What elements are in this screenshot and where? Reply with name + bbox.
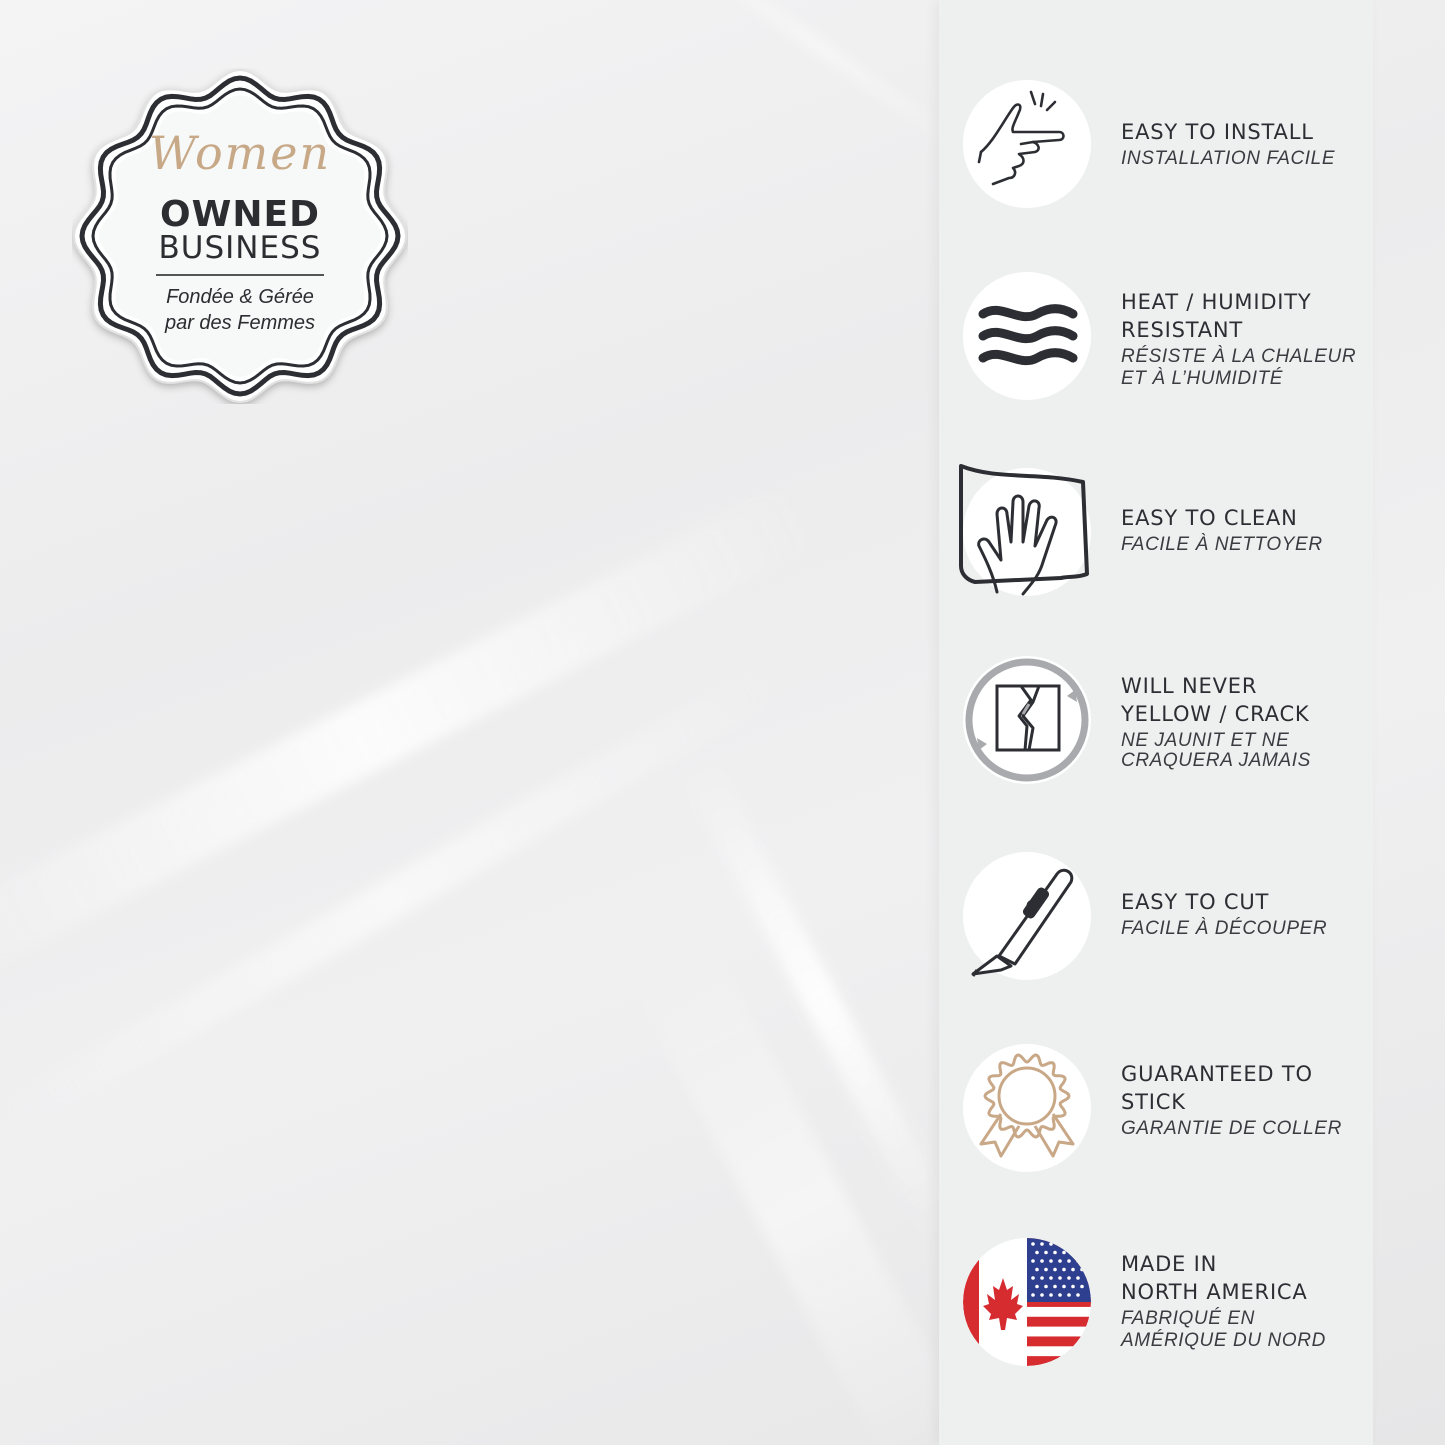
icon-badge: [963, 656, 1091, 784]
feature-french-line: NE JAUNIT ET NE: [1121, 730, 1290, 751]
canada-usa-flag-icon: [963, 1238, 1091, 1366]
badge-owned-text: OWNED: [160, 194, 320, 235]
flag-star: [1071, 1251, 1075, 1255]
badge-divider: [156, 274, 324, 276]
finger-snap-icon: [963, 80, 1091, 208]
icon-badge: [963, 468, 1091, 596]
flag-star: [1062, 1251, 1066, 1255]
flag-stripe: [1027, 1356, 1091, 1366]
flag-star: [1040, 1276, 1044, 1280]
flag-star: [1062, 1268, 1066, 1272]
badge-script-text: Women: [148, 126, 332, 180]
badge-business-text: BUSINESS: [158, 230, 322, 266]
feature-french-line: RÉSISTE À LA CHALEUR: [1121, 346, 1357, 367]
feature-french: GARANTIE DE COLLER: [1121, 1118, 1342, 1139]
flag-star: [1031, 1293, 1035, 1297]
award-seal-icon: [963, 1044, 1091, 1172]
flag-star: [1040, 1242, 1044, 1246]
feature-title-line: RESISTANT: [1121, 318, 1244, 342]
flag-star: [1067, 1259, 1071, 1263]
flag-stripe: [1027, 1327, 1091, 1337]
feature-title-line: YELLOW / CRACK: [1121, 702, 1310, 726]
flag-star: [1058, 1293, 1062, 1297]
feature-title-line: HEAT / HUMIDITY: [1121, 290, 1312, 314]
feature-french-line: CRAQUERA JAMAIS: [1121, 750, 1311, 771]
feature-title-line: MADE IN: [1121, 1252, 1218, 1276]
feature-title-line: STICK: [1121, 1090, 1186, 1114]
flag-star: [1040, 1293, 1044, 1297]
flag-star: [1058, 1276, 1062, 1280]
feature-title: EASY TO INSTALL: [1121, 120, 1314, 144]
flag-star: [1035, 1251, 1039, 1255]
heat-waves-icon: [963, 272, 1091, 400]
flag-star: [1049, 1259, 1053, 1263]
flag-star: [1040, 1259, 1044, 1263]
icon-badge: [963, 852, 1091, 980]
flag-star: [1053, 1285, 1057, 1289]
feature-french-line: ET À L’HUMIDITÉ: [1121, 368, 1284, 389]
flag-stripe: [1027, 1317, 1091, 1327]
flag-stripe: [1027, 1336, 1091, 1346]
feature-title-line: GUARANTEED TO: [1121, 1062, 1313, 1086]
flag-star: [1044, 1285, 1048, 1289]
flag-star: [1076, 1259, 1080, 1263]
feature-french: FACILE À NETTOYER: [1121, 534, 1323, 555]
flag-star: [1071, 1285, 1075, 1289]
flag-star: [1062, 1285, 1066, 1289]
feature-french-line: FABRIQUÉ EN: [1121, 1308, 1255, 1329]
flag-star: [1044, 1268, 1048, 1272]
flag-star: [1049, 1242, 1053, 1246]
icon-badge: [963, 1238, 1091, 1366]
feature-french-line: AMÉRIQUE DU NORD: [1121, 1330, 1326, 1351]
flag-star: [1044, 1251, 1048, 1255]
hand-wipe-icon: [957, 462, 1097, 602]
badge-french-line-1: Fondée & Gérée: [166, 286, 314, 308]
flag-star: [1035, 1268, 1039, 1272]
flag-star: [1067, 1242, 1071, 1246]
light-reflection: [677, 0, 964, 150]
flag-star: [1031, 1242, 1035, 1246]
flag-star: [1049, 1293, 1053, 1297]
icon-badge: [963, 80, 1091, 208]
feature-title-line: WILL NEVER: [1121, 674, 1258, 698]
flag-star: [1076, 1242, 1080, 1246]
feature-french: FACILE À DÉCOUPER: [1121, 918, 1328, 939]
flag-star: [1058, 1242, 1062, 1246]
feature-french: INSTALLATION FACILE: [1121, 148, 1336, 169]
box-cutter-icon: [963, 852, 1091, 980]
icon-badge: [963, 1044, 1091, 1172]
flag-star: [1067, 1293, 1071, 1297]
flag-star: [1076, 1293, 1080, 1297]
badge-french-line-2: par des Femmes: [164, 312, 316, 334]
flag-star: [1080, 1251, 1084, 1255]
flag-star: [1080, 1285, 1084, 1289]
feature-panel: [939, 0, 1373, 1445]
flag-star: [1076, 1276, 1080, 1280]
flag-stripe: [1027, 1346, 1091, 1356]
crack-square-icon: [963, 656, 1091, 784]
flag-star: [1053, 1268, 1057, 1272]
flag-star: [1058, 1259, 1062, 1263]
flag-star: [1049, 1276, 1053, 1280]
feature-title: EASY TO CLEAN: [1121, 506, 1298, 530]
flag-star: [1067, 1276, 1071, 1280]
feature-title: EASY TO CUT: [1121, 890, 1270, 914]
icon-badge: [963, 272, 1091, 400]
women-owned-badge: [72, 68, 408, 404]
feature-title-line: NORTH AMERICA: [1121, 1280, 1308, 1304]
flag-stripe: [1027, 1307, 1091, 1317]
flag-star: [1031, 1259, 1035, 1263]
flag-star: [1031, 1276, 1035, 1280]
flag-star: [1035, 1285, 1039, 1289]
flag-star: [1071, 1268, 1075, 1272]
flag-star: [1080, 1268, 1084, 1272]
flag-star: [1053, 1251, 1057, 1255]
